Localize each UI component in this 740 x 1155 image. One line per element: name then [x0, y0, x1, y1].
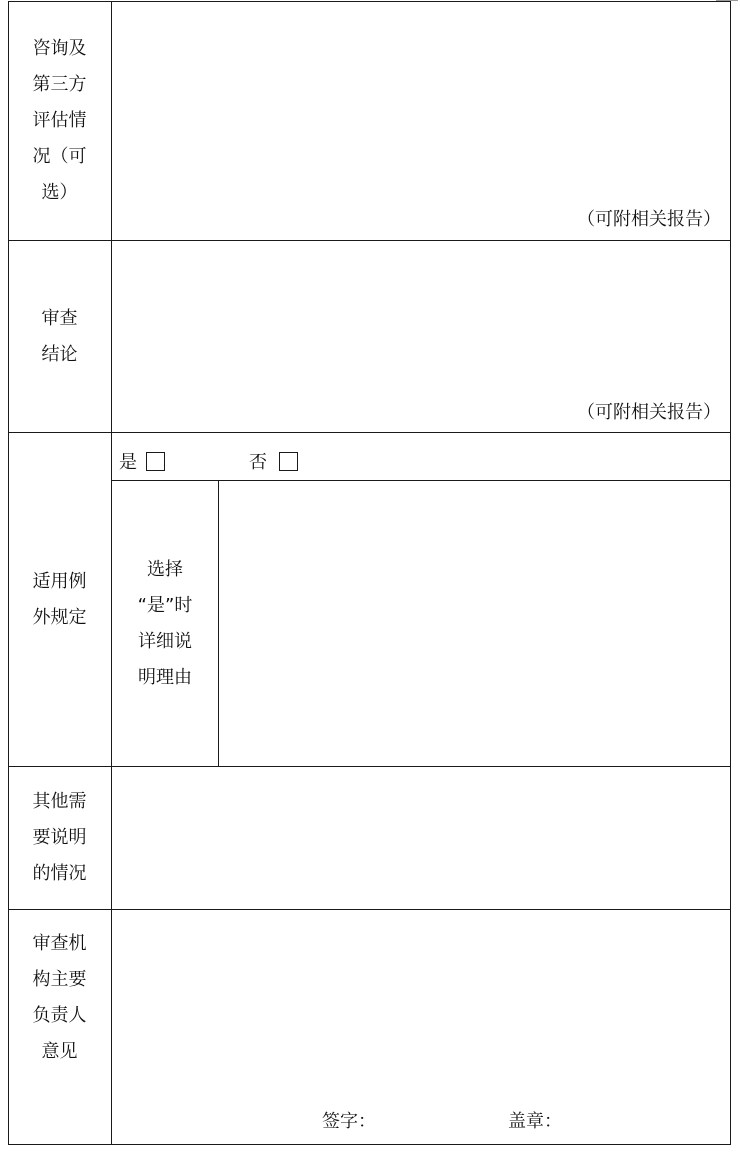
- conclusion-label-line: 结论: [41, 343, 78, 365]
- head-opinion-label-line: 审查机: [32, 933, 87, 954]
- conclusion-content-field[interactable]: [112, 241, 730, 396]
- signature-label: 签字：: [322, 1111, 376, 1132]
- head-opinion-label-line: 意见: [41, 1041, 78, 1062]
- conclusion-label: [8, 241, 111, 432]
- seal-label: 盖章：: [508, 1111, 562, 1132]
- consult-label-line: 选）: [41, 182, 78, 203]
- head-opinion-label: [8, 910, 111, 1144]
- corner-mark: [716, 0, 738, 1]
- no-option-label: 否: [249, 452, 267, 473]
- other-label-line: 其他需: [32, 791, 87, 812]
- consult-report-note: （可附相关报告）: [577, 209, 721, 230]
- consult-label: [8, 2, 111, 240]
- head-opinion-label-line: 负责人: [32, 1005, 87, 1026]
- yes-option-label: 是: [119, 452, 137, 473]
- exception-label: [8, 433, 111, 766]
- table-right-border: [730, 1, 731, 1145]
- other-label-line: 的情况: [32, 863, 87, 884]
- detail-reason-field[interactable]: [219, 481, 730, 766]
- exception-options: [119, 446, 298, 476]
- conclusion-label-line: 审查: [41, 307, 78, 329]
- conclusion-report-note: （可附相关报告）: [577, 402, 721, 423]
- consult-content-field[interactable]: [112, 2, 730, 202]
- table-bottom-border: [8, 1144, 731, 1145]
- consult-label-line: 咨询及: [32, 38, 87, 59]
- consult-label-line: 评估情: [32, 110, 87, 131]
- detail-reason-label-line: 选择: [147, 559, 183, 580]
- detail-reason-label-line: “是”时: [137, 595, 193, 616]
- detail-reason-label-line: 详细说: [138, 631, 192, 652]
- other-content-field[interactable]: [112, 767, 730, 909]
- yes-checkbox[interactable]: [146, 452, 165, 471]
- exception-label-line: 适用例: [32, 570, 87, 592]
- consult-label-line: 第三方: [32, 74, 87, 95]
- consult-label-line: 况（可: [32, 146, 87, 167]
- head-opinion-field[interactable]: [112, 910, 730, 1105]
- head-opinion-label-line: 构主要: [32, 969, 87, 990]
- detail-reason-label: [112, 481, 218, 767]
- no-option[interactable]: [249, 448, 298, 474]
- other-label: [8, 767, 111, 909]
- no-checkbox[interactable]: [279, 452, 298, 471]
- exception-label-line: 外规定: [32, 606, 87, 628]
- yes-option[interactable]: [119, 448, 165, 474]
- detail-reason-label-line: 明理由: [138, 667, 192, 688]
- other-label-line: 要说明: [32, 827, 87, 848]
- row-divider-conclusion: [8, 432, 731, 433]
